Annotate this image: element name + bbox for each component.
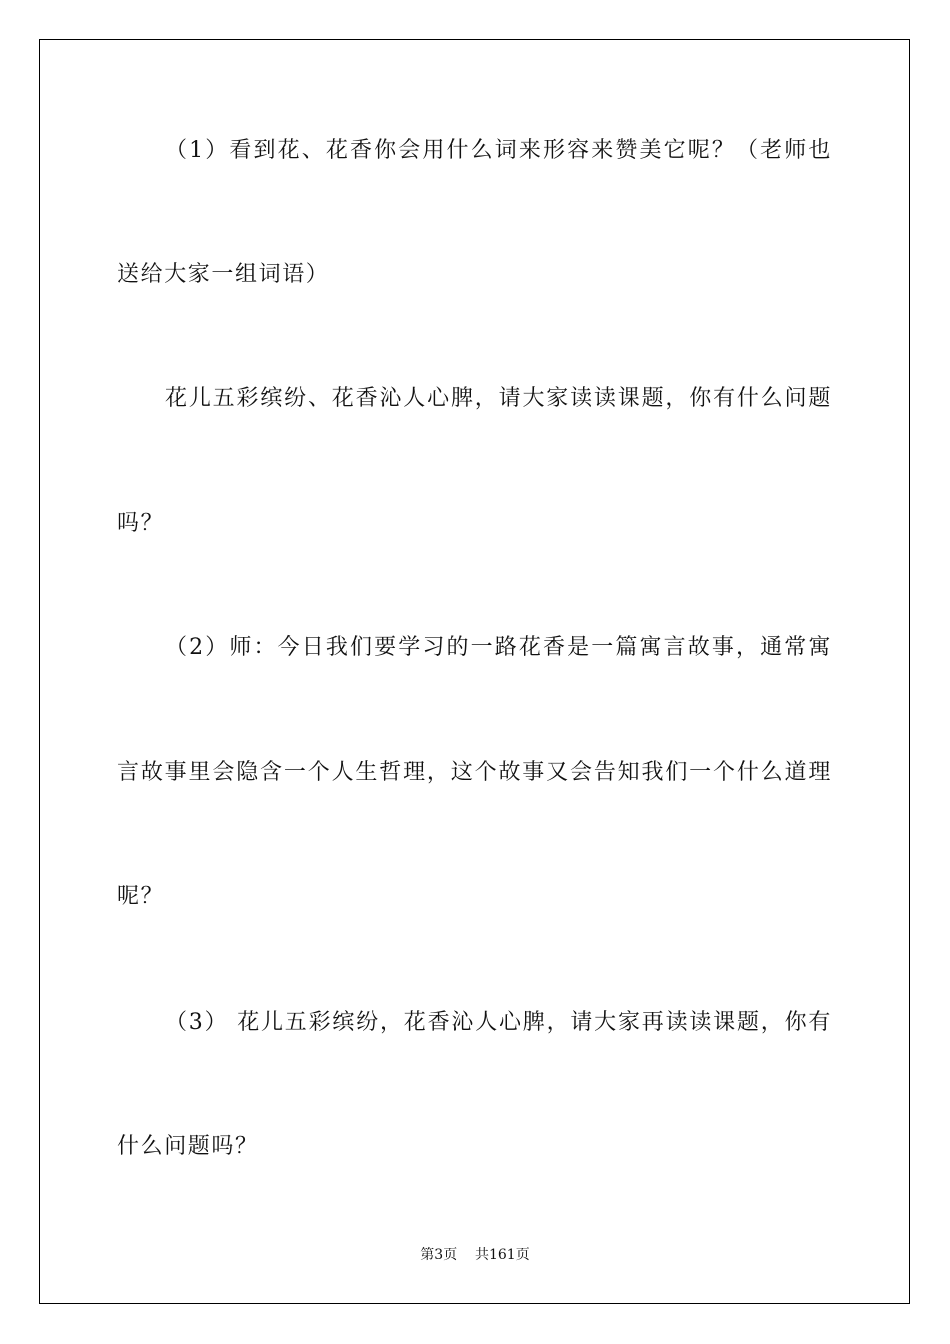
paragraph-1-line-1: （1）看到花、花香你会用什么词来形容来赞美它呢？（老师也 — [165, 138, 832, 163]
paragraph-3-line-1: （2）师：今日我们要学习的一路花香是一篇寓言故事，通常寓 — [165, 635, 832, 660]
paragraph-2-line-2: 吗？ — [117, 511, 165, 536]
paragraph-1-line-2: 送给大家一组词语） — [117, 262, 330, 287]
page-border — [39, 39, 910, 1304]
paragraph-3-line-3: 呢？ — [117, 884, 165, 909]
paragraph-2-line-1: 花儿五彩缤纷、花香沁人心脾，请大家读读课题，你有什么问题 — [165, 386, 832, 411]
page-number-footer: 第3页 共161页 — [420, 1247, 530, 1263]
paragraph-4-line-2: 什么问题吗？ — [117, 1134, 259, 1159]
paragraph-3-line-2: 言故事里会隐含一个人生哲理，这个故事又会告知我们一个什么道理 — [117, 760, 832, 785]
paragraph-4-line-1: （3） 花儿五彩缤纷，花香沁人心脾，请大家再读读课题，你有 — [165, 1010, 832, 1035]
